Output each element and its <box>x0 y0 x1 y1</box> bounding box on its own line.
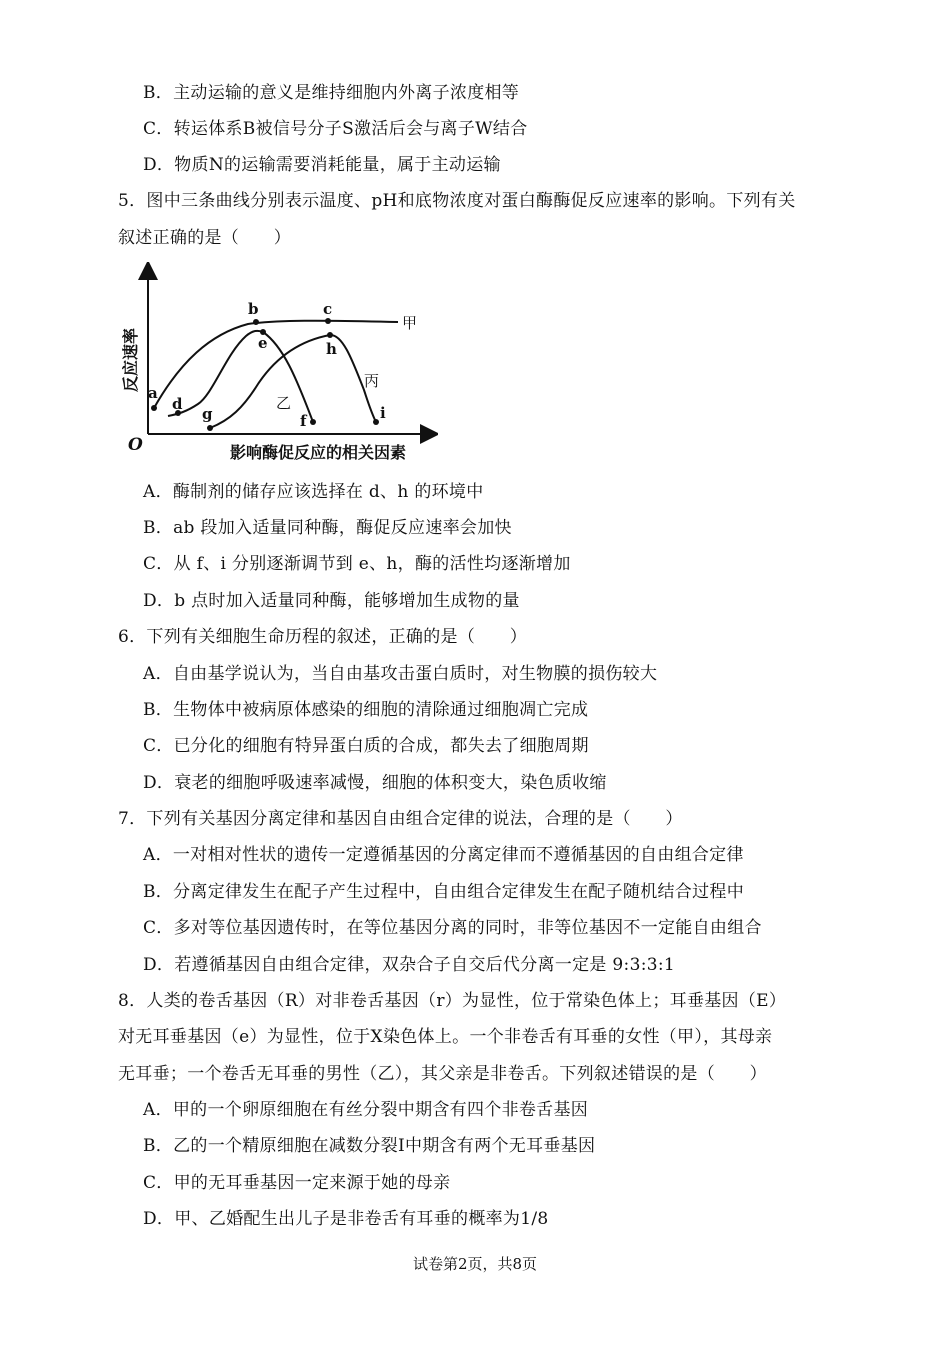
q8-option-b: B．乙的一个精原细胞在减数分裂Ⅰ中期含有两个无耳垂基因 <box>143 1136 596 1156</box>
point-g <box>207 425 213 431</box>
label-a: a <box>148 384 158 402</box>
q5-stem-line-2: 叙述正确的是（ ） <box>118 228 291 248</box>
label-jia: 甲 <box>402 314 418 332</box>
q4-option-b: B．主动运输的意义是维持细胞内外离子浓度相等 <box>143 83 520 103</box>
label-h: h <box>326 340 337 358</box>
q7-option-d: D．若遵循基因自由组合定律，双杂合子自交后代分离一定是 9:3:3:1 <box>143 955 675 975</box>
q5-option-a: A．酶制剂的储存应该选择在 d、h 的环境中 <box>143 482 484 502</box>
label-yi: 乙 <box>276 394 292 412</box>
q5-stem-line-1: 5．图中三条曲线分别表示温度、pH和底物浓度对蛋白酶酶促反应速率的影响。下列有关 <box>118 191 796 211</box>
label-i: i <box>380 404 386 422</box>
q5-option-d: D．b 点时加入适量同种酶，能够增加生成物的量 <box>143 591 520 611</box>
page-footer: 试卷第2页，共8页 <box>412 1255 538 1273</box>
q7-option-b: B．分离定律发生在配子产生过程中，自由组合定律发生在配子随机结合过程中 <box>143 882 744 902</box>
label-c: c <box>323 300 333 318</box>
point-a <box>151 405 157 411</box>
point-i <box>373 419 379 425</box>
q8-stem-line-1: 8．人类的卷舌基因（R）对非卷舌基因（r）为显性，位于常染色体上；耳垂基因（E） <box>118 991 787 1011</box>
y-axis-label: 反应速率 <box>121 327 140 392</box>
label-e: e <box>258 334 268 352</box>
q7-stem: 7．下列有关基因分离定律和基因自由组合定律的说法，合理的是（ ） <box>118 809 683 829</box>
q8-stem-line-3: 无耳垂；一个卷舌无耳垂的男性（乙），其父亲是非卷舌。下列叙述错误的是（ ） <box>118 1064 767 1084</box>
point-b <box>253 319 259 325</box>
q8-option-a: A．甲的一个卵原细胞在有丝分裂中期含有四个非卷舌基因 <box>143 1100 589 1120</box>
label-g: g <box>202 405 213 423</box>
q7-option-c: C．多对等位基因遗传时，在等位基因分离的同时，非等位基因不一定能自由组合 <box>143 918 762 938</box>
label-d: d <box>172 395 183 413</box>
q8-stem-line-2: 对无耳垂基因（e）为显性，位于X染色体上。一个非卷舌有耳垂的女性（甲），其母亲 <box>118 1027 773 1047</box>
q6-option-b: B．生物体中被病原体感染的细胞的清除通过细胞凋亡完成 <box>143 700 589 720</box>
x-axis-label: 影响酶促反应的相关因素 <box>230 443 407 462</box>
point-h <box>327 332 333 338</box>
q7-option-a: A．一对相对性状的遗传一定遵循基因的分离定律而不遵循基因的自由组合定律 <box>143 845 744 865</box>
enzyme-rate-graph <box>118 262 438 467</box>
q6-stem: 6．下列有关细胞生命历程的叙述，正确的是（ ） <box>118 627 528 647</box>
label-b: b <box>248 300 259 318</box>
q4-option-d: D．物质N的运输需要消耗能量，属于主动运输 <box>143 155 501 175</box>
q6-option-d: D．衰老的细胞呼吸速率减慢，细胞的体积变大，染色质收缩 <box>143 773 607 793</box>
origin-label: O <box>128 435 143 455</box>
q6-option-a: A．自由基学说认为，当自由基攻击蛋白质时，对生物膜的损伤较大 <box>143 664 658 684</box>
q5-option-c: C．从 f、i 分别逐渐调节到 e、h，酶的活性均逐渐增加 <box>143 554 571 574</box>
q8-option-c: C．甲的无耳垂基因一定来源于她的母亲 <box>143 1173 451 1193</box>
label-f: f <box>300 412 307 430</box>
q8-option-d: D．甲、乙婚配生出儿子是非卷舌有耳垂的概率为1/8 <box>143 1209 549 1229</box>
q5-option-b: B．ab 段加入适量同种酶，酶促反应速率会加快 <box>143 518 512 538</box>
point-c <box>325 318 331 324</box>
q6-option-c: C．已分化的细胞有特异蛋白质的合成，都失去了细胞周期 <box>143 736 589 756</box>
point-f <box>310 419 316 425</box>
label-bing: 丙 <box>364 372 380 390</box>
q4-option-c: C．转运体系B被信号分子S激活后会与离子W结合 <box>143 119 528 139</box>
